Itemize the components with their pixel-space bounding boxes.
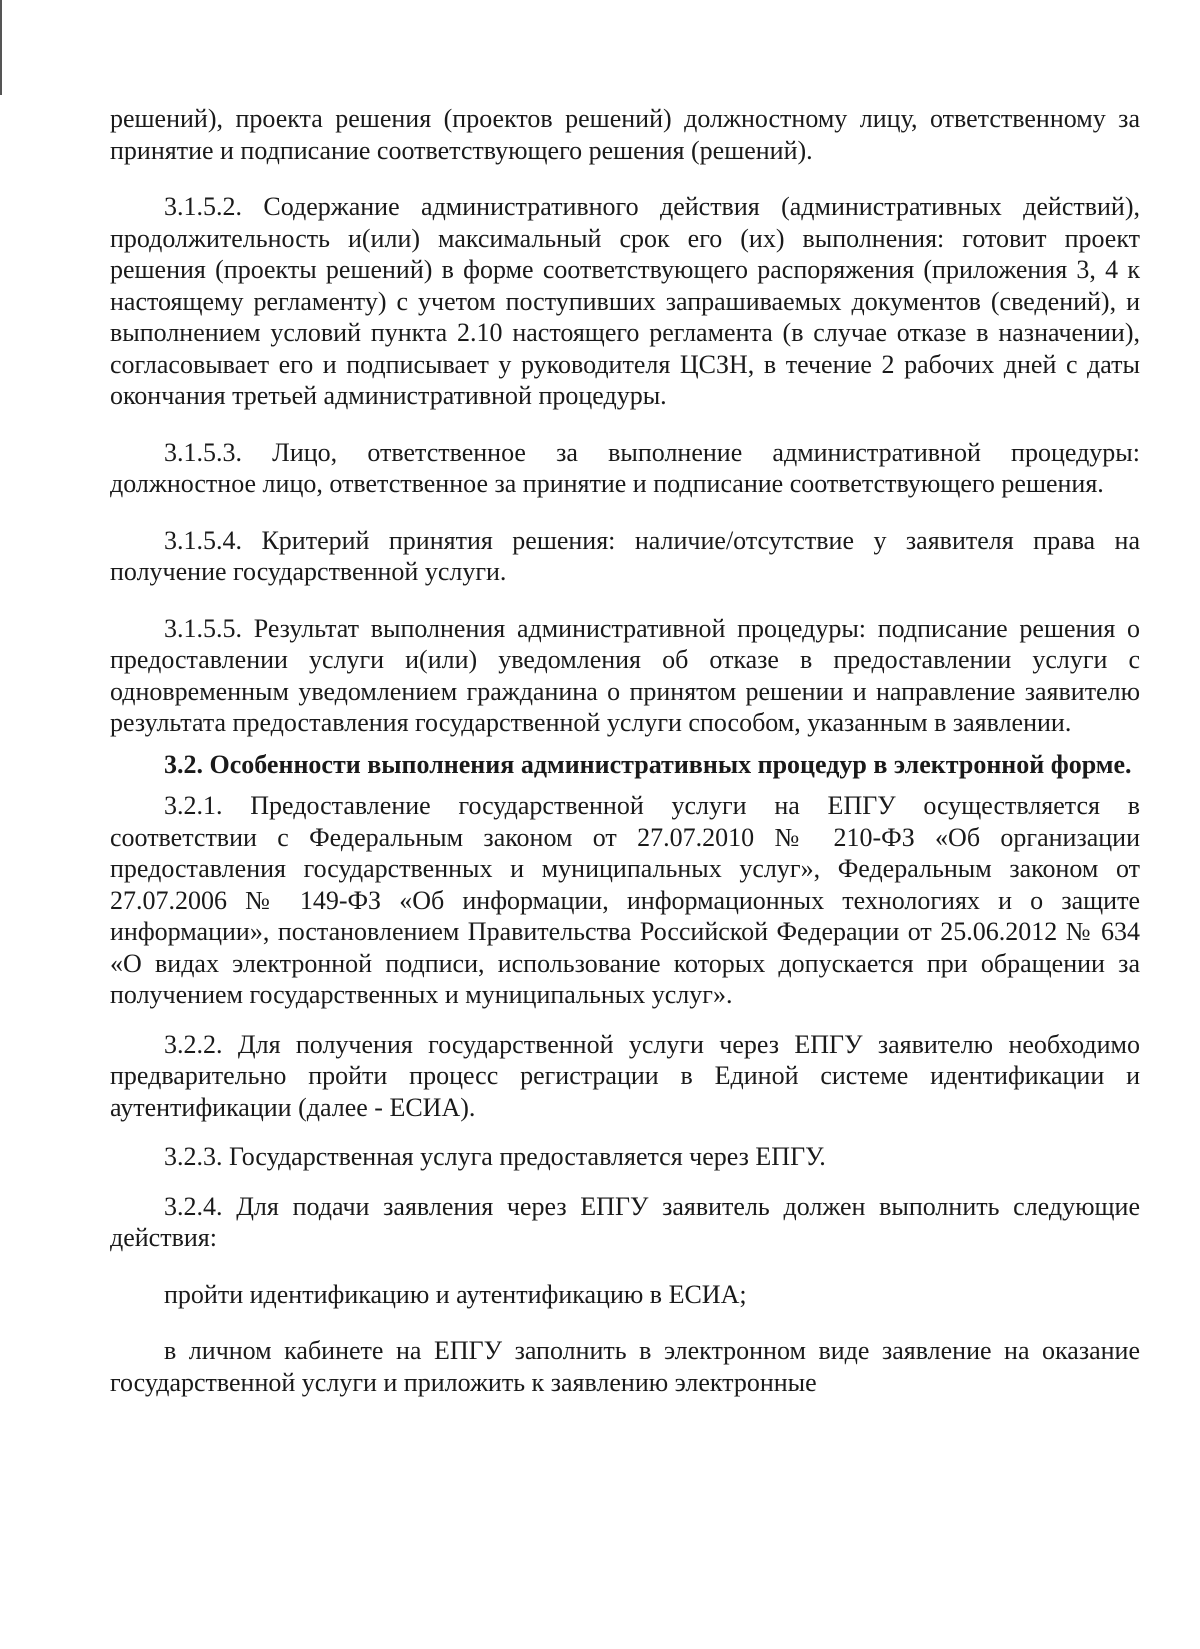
paragraph-continuation: решений), проекта решения (проектов решений) должностному лицу, ответственному за принятие и подписание соответствующего решения (решений).	[110, 104, 1140, 165]
list-item-esia: пройти идентификацию и аутентификацию в ЕСИА;	[164, 1279, 747, 1309]
paragraph-3-1-5-4: 3.1.5.4. Критерий принятия решения: наличие/отсутствие у заявителя права на получение государственной услуги.	[110, 525, 1140, 586]
list-item-cabinet: в личном кабинете на ЕПГУ заполнить в электронном виде заявление на оказание государственной услуги и приложить к заявлению электронные	[110, 1336, 1140, 1397]
paragraph-3-2-2: 3.2.2. Для получения государственной услуги через ЕПГУ заявителю необходимо предварительно пройти процесс регистрации в Единой системе идентификации и аутентификации (далее - ЕСИА).	[110, 1029, 1140, 1122]
document-page	[110, 103, 1140, 1398]
section-heading-3-2: 3.2. Особенности выполнения административных процедур в электронной форме.	[164, 749, 1132, 779]
paragraph-3-2-3: 3.2.3. Государственная услуга предоставляется через ЕПГУ.	[164, 1142, 826, 1171]
paragraph-3-2-1: 3.2.1. Предоставление государственной услуги на ЕПГУ осуществляется в соответствии с Федеральным законом от 27.07.2010 № 210-ФЗ «Об организации предоставления государственных и муниципальных услуг», Федеральным законом от 27.07.2006 № 149-ФЗ «Об информации, информационных технологиях и о защите информации», постановлением Правительства Российской Федерации от 25.06.2012 № 634 «О видах электронной подписи, использование которых допускается при обращении за получением государственных и муниципальных услуг».	[110, 791, 1140, 1009]
paragraph-3-1-5-2: 3.1.5.2. Содержание административного действия (административных действий), продолжительность и(или) максимальный срок его (их) выполнения: готовит проект решения (проекты решений) в форме соответствующего распоряжения (приложения 3, 4 к настоящему регламенту) с учетом поступивших запрашиваемых документов (сведений), и выполнением условий пункта 2.10 настоящего регламента (в случае отказе в назначении), согласовывает его и подписывает у руководителя ЦСЗН, в течение 2 рабочих дней с даты окончания третьей административной процедуры.	[110, 192, 1140, 410]
paragraph-3-1-5-3: 3.1.5.3. Лицо, ответственное за выполнение административной процедуры: должностное лицо, ответственное за принятие и подписание соответствующего решения.	[110, 437, 1140, 498]
scan-edge-mark	[0, 0, 2, 95]
paragraph-3-2-4: 3.2.4. Для подачи заявления через ЕПГУ заявитель должен выполнить следующие действия:	[110, 1191, 1140, 1252]
paragraph-3-1-5-5: 3.1.5.5. Результат выполнения административной процедуры: подписание решения о предоставлении услуги и(или) уведомления об отказе в предоставлении услуги с одновременным уведомлением гражданина о принятом решении и направление заявителю результата предоставления государственной услуги способом, указанным в заявлении.	[110, 613, 1140, 737]
